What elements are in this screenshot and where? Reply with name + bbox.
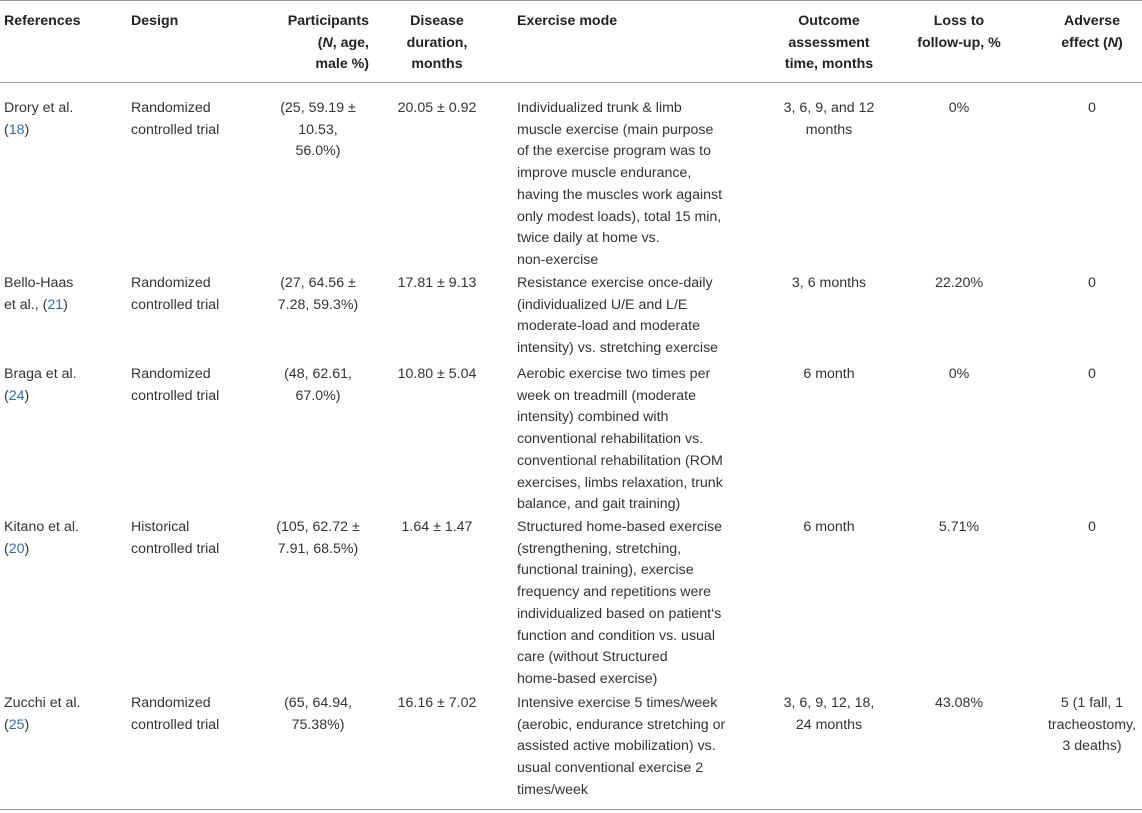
row-1-duration [382,98,492,120]
row-5-participants-line: 75.38%) [291,716,345,733]
row-4-duration-line: 1.64 ± 1.47 [401,519,473,535]
header-outcome-line2: assessment [788,34,870,51]
row-1-adverse-line: 0 [1088,100,1096,116]
top-rule [0,0,1142,1]
row-4-exercise-line: individualized based on patient‘s [517,605,722,622]
row-3-ref-close: ) [24,387,30,404]
row-3-duration-line: 10.80 ± 5.04 [397,366,477,382]
row-5-reference [4,693,81,736]
row-1-exercise-line: muscle exercise (main purpose [517,121,714,138]
row-4-reference [4,517,79,560]
row-2-exercise-line: moderate-load and moderate [517,318,700,335]
row-4-adverse [1042,517,1142,539]
row-1-outcome-line: months [805,121,853,138]
row-2-adverse-line: 0 [1088,275,1096,291]
row-5-adverse-line: tracheostomy, [1047,716,1137,733]
row-3-ref-link[interactable]: 24 [8,387,25,404]
row-4-ref-open: ( [4,540,9,557]
row-4-exercise-line: home-based exercise) [517,670,658,687]
row-3-outcome [769,364,889,386]
row-1-reference [4,98,73,141]
row-4-exercise-line: frequency and repetitions were [517,584,712,601]
row-5-ref-open: ( [4,716,9,733]
row-5-outcome [769,693,889,736]
row-1-outcome [769,98,889,141]
row-2-outcome-line: 3, 6 months [791,275,867,291]
row-4-design [131,517,219,560]
row-3-exercise-line: balance, and gait training) [517,496,681,513]
row-5-duration-line: 16.16 ± 7.02 [397,695,477,711]
row-5-loss: 43.08% [934,695,984,711]
row-3-design [131,364,219,407]
row-1-ref-author: Drory et al. [4,100,74,116]
row-1-participants [255,98,381,163]
row-2-design-line: controlled trial [131,296,220,313]
row-2-ref-author: Bello-Haas [4,275,74,291]
row-5-design-line: controlled trial [131,716,220,733]
row-5-ref-author: Zucchi et al. [4,695,81,711]
header-loss-line1: Loss to [933,13,985,29]
row-5-adverse [1042,693,1142,758]
header-adverse-effect [1042,11,1142,54]
row-4-adverse-line: 0 [1088,519,1096,535]
row-3-participants-line: 67.0%) [295,387,341,404]
row-5-exercise-line: assisted active mobilization) vs. [517,738,716,755]
row-5-outcome-line: 24 months [795,716,863,733]
row-3-exercise-line: Aerobic exercise two times per [517,366,711,382]
row-5-participants-line: (65, 64.94, [284,695,352,711]
header-adverse-line1: Adverse [1064,13,1120,29]
row-2-exercise [517,273,718,360]
row-2-ref-link[interactable]: 21 [47,296,64,313]
row-4-exercise [517,517,722,691]
row-1-exercise-line: improve muscle endurance, [517,165,692,182]
row-5-ref-link[interactable]: 25 [8,716,25,733]
row-5-adverse-line: 3 deaths) [1062,738,1122,755]
row-5-exercise-line: (aerobic, endurance stretching or [517,716,726,733]
row-4-exercise-line: care (without Structured [517,649,668,666]
row-3-outcome-line: 6 month [803,366,855,382]
header-duration-line2: duration, [406,34,468,51]
row-5-outcome-line: 3, 6, 9, 12, 18, [783,695,875,711]
row-4-ref-link[interactable]: 20 [8,540,25,557]
row-1-design [131,98,219,141]
bottom-rule [0,809,1142,810]
header-loss-line2: follow-up, % [917,34,1001,51]
row-3-exercise-line: conventional rehabilitation (ROM [517,452,723,469]
header-adverse-line2: effect (N) [1061,34,1123,51]
row-5-participants [255,693,381,736]
row-5-adverse-line: 5 (1 fall, 1 [1060,695,1124,711]
row-4-duration [382,517,492,539]
row-2-exercise-line: (individualized U/E and L/E [517,296,688,313]
row-3-exercise-line: week on treadmill (moderate [517,387,696,404]
row-1-exercise-line: having the muscles work against [517,186,723,203]
row-1-exercise-line: Individualized trunk & limb [517,100,682,116]
row-4-exercise-line: functional training), exercise [517,562,694,579]
row-4-ref-author: Kitano et al. [4,519,79,535]
row-2-outcome [769,273,889,295]
row-1-design-line: Randomized [131,100,211,116]
row-5-exercise-line: Intensive exercise 5 times/week [517,695,718,711]
row-4-participants-line: 7.91, 68.5%) [277,540,359,557]
row-3-loss: 0% [948,366,970,382]
row-2-adverse [1042,273,1142,295]
row-1-outcome-line: 3, 6, 9, and 12 [783,100,875,116]
header-disease-duration [387,11,487,76]
row-4-outcome-line: 6 month [803,519,855,535]
row-5-exercise [517,693,725,802]
row-2-ref-open: et al., ( [4,296,48,313]
row-2-ref-close: ) [63,296,68,313]
row-2-reference [4,273,73,316]
row-4-participants-line: (105, 62.72 ± [276,519,360,535]
row-1-exercise-line: of the exercise program was to [517,143,711,160]
header-participants-line2: (N, age, [317,34,369,51]
header-rule [0,82,1142,83]
header-references: References [4,13,81,29]
header-outcome-time [769,11,889,76]
header-duration-line1: Disease [410,13,464,29]
row-1-exercise-line: twice daily at home vs. [517,230,660,247]
row-1-duration-line: 20.05 ± 0.92 [397,100,477,116]
header-participants-line1: Participants [287,13,369,29]
header-outcome-line1: Outcome [798,13,860,29]
row-2-participants-line: (27, 64.56 ± [280,275,356,291]
row-3-exercise-line: conventional rehabilitation vs. [517,431,704,448]
row-3-ref-open: ( [4,387,9,404]
row-3-participants-line: (48, 62.61, [284,366,352,382]
row-2-design-line: Randomized [131,275,211,291]
row-5-duration [382,693,492,715]
row-2-design [131,273,219,316]
row-2-participants [255,273,381,316]
row-5-exercise-line: usual conventional exercise 2 [517,760,704,777]
row-1-exercise-line: only modest loads), total 15 min, [517,208,722,225]
header-participants-line3: male %) [315,56,369,73]
row-4-exercise-line: (strengthening, stretching, [517,540,682,557]
row-3-exercise-line: intensity) combined with [517,409,669,426]
row-3-ref-author: Braga et al. [4,366,77,382]
row-3-design-line: controlled trial [131,387,220,404]
row-3-design-line: Randomized [131,366,211,382]
row-3-exercise [517,364,723,516]
row-5-design [131,693,219,736]
row-1-participants-line: 56.0%) [295,143,341,160]
row-4-exercise-line: function and condition vs. usual [517,627,715,644]
row-4-participants [255,517,381,560]
row-3-adverse [1042,364,1142,386]
row-5-design-line: Randomized [131,695,211,711]
row-2-participants-line: 7.28, 59.3%) [277,296,359,313]
row-3-adverse-line: 0 [1088,366,1096,382]
row-4-design-line: Historical [131,519,190,535]
row-3-participants [255,364,381,407]
row-2-loss: 22.20% [934,275,984,291]
header-outcome-line3: time, months [784,56,874,73]
row-5-ref-close: ) [24,716,30,733]
row-1-exercise [517,98,722,272]
row-2-exercise-line: Resistance exercise once-daily [517,275,713,291]
row-4-design-line: controlled trial [131,540,220,557]
row-1-design-line: controlled trial [131,121,220,138]
header-exercise-mode: Exercise mode [517,13,618,29]
row-1-participants-line: 10.53, [298,121,338,138]
row-1-adverse [1042,98,1142,120]
row-1-ref-open: ( [4,121,9,138]
row-1-participants-line: (25, 59.19 ± [280,100,356,116]
row-4-loss: 5.71% [938,519,980,535]
row-3-exercise-line: exercises, limbs relaxation, trunk [517,474,723,491]
row-1-loss: 0% [948,100,970,116]
row-5-exercise-line: times/week [517,781,588,798]
row-2-exercise-line: intensity) vs. stretching exercise [517,340,719,357]
row-2-duration [382,273,492,295]
row-1-ref-close: ) [24,121,30,138]
row-4-ref-close: ) [24,540,30,557]
row-4-exercise-line: Structured home-based exercise [517,519,723,535]
header-duration-line3: months [411,56,463,73]
row-3-duration [382,364,492,386]
row-3-reference [4,364,77,407]
header-participants [255,11,369,76]
row-2-duration-line: 17.81 ± 9.13 [397,275,477,291]
row-1-exercise-line: non-exercise [517,251,599,268]
row-4-outcome [769,517,889,539]
header-design: Design [131,13,179,29]
row-1-ref-link[interactable]: 18 [8,121,25,138]
header-loss-followup [899,11,1019,54]
